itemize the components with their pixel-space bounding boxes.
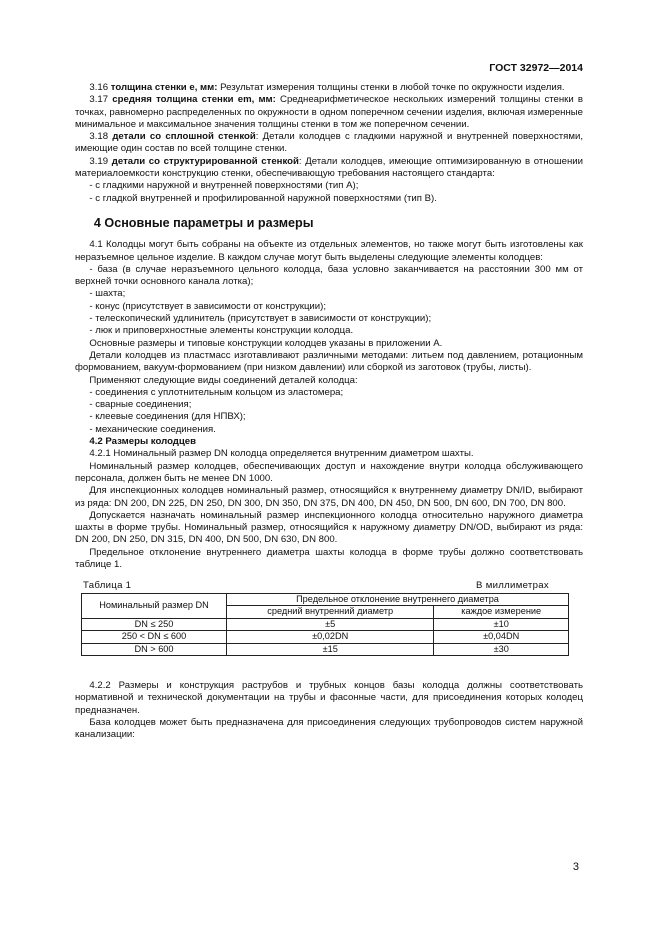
list-item: - с гладкими наружной и внутренней поверхностями (тип А); (89, 180, 359, 192)
paragraph: Для инспекционных колодцев номинальный размер, относящийся к внутреннему диаметру DN/ID, выбирают из ряда: DN 200, DN 225, DN 250, DN 300, DN 350, DN 375, DN 400, DN 450, DN 500, DN 600, DN 700, DN 800. (75, 485, 583, 509)
list-item: - телескопический удлинитель (присутствует в зависимости от конструкции); (89, 313, 432, 325)
table-cell: ±0,04DN (434, 631, 569, 644)
paragraph-4-2-1: 4.2.1 Номинальный размер DN колодца определяется внутренним диаметром шахты. (89, 448, 474, 460)
table-row (82, 618, 569, 631)
list-item: - база (в случае неразъемного цельного колодца, база условно заканчивается на расстоянии 300 мм от верхней точки основного канала лотка); (75, 263, 583, 288)
list-item: - люк и приповерхностные элементы конструкции колодца. (89, 325, 354, 337)
paragraph: Номинальный размер колодцев, обеспечивающих доступ и нахождение внутри колодца обслуживающего персонала, должен быть не менее DN 1000. (75, 460, 583, 484)
paragraph: База колодцев может быть предназначена для присоединения следующих трубопроводов систем наружной канализации: (75, 716, 583, 741)
list-item: - соединения с уплотнительным кольцом из эластомера; (89, 386, 344, 398)
definition-3-18: 3.18 детали со сплошной стенкой: Детали колодцев с гладкими наружной и внутренней поверхностями, имеющие один состав по всей толщине стенки. (75, 131, 583, 155)
document-body (75, 82, 583, 742)
paragraph: Применяют следующие виды соединений деталей колодца: (89, 374, 358, 386)
paragraph: Предельное отклонение внутреннего диаметра шахты колодца в форме трубы должно соответствовать таблице 1. (75, 546, 583, 570)
table-header-each: каждое измерение (434, 606, 569, 619)
section-heading: 4 Основные параметры и размеры (93, 215, 314, 230)
paragraph: Допускается назначать номинальный размер инспекционного колодца относительно наружного диаметра шахты в форме трубы. Номинальный размер, относящийся к наружному диаметру DN/OD, выбирают из ряда: DN 200, DN 250, DN 315, DN 400, DN 500, DN 630, DN 800. (75, 509, 583, 546)
definition-3-19: 3.19 детали со структурированной стенкой: Детали колодцев, имеющие оптимизированную в отношении материалоемкости конструкцию стенки, обеспечивающую требования настоящего стандарта: (75, 155, 584, 180)
table-row (82, 631, 569, 644)
table-cell: ±10 (434, 618, 569, 631)
paragraph-4-2-2: 4.2.2 Размеры и конструкция раструбов и трубных концов базы колодца должны соответствовать нормативной и технической документации на трубы и фасонные части, для присоединения которых колодец предназначен. (75, 680, 583, 716)
table-cell: DN ≤ 250 (82, 618, 227, 631)
paragraph: Основные размеры и типовые конструкции колодцев указаны в приложении А. (89, 337, 443, 349)
definition-3-17: 3.17 средняя толщина стенки em, мм: Среднеарифметическое нескольких измерений толщины стенки в точках, равномерно распределенных по окружности в одном поперечном сечении изделия, включая измеренные минимальное и максимальное значения толщины стенки в том же поперечном сечении. (75, 94, 584, 130)
definition-3-16: 3.16 толщина стенки e, мм: Результат измерения толщины стенки в любой точке по окружности изделия. (89, 82, 565, 93)
table-header-group: Предельное отклонение внутреннего диаметра (227, 593, 569, 606)
tolerance-table (81, 593, 569, 657)
paragraph-4-1: 4.1 Колодцы могут быть собраны на объекте из отдельных элементов, но также могут быть изготовлены как неразъемное цельное изделие. В каждом случае могут быть выделены следующие элементы колодцев: (75, 239, 583, 263)
table-row (82, 643, 569, 656)
table-cell: ±5 (227, 618, 434, 631)
paragraph: Детали колодцев из пластмасс изготавливают различными методами: литьем под давлением, ротационным формованием, вакуум-формованием (при низком давлении) или сборкой из заготовок (трубы, листы). (75, 349, 583, 374)
table-header-mean: средний внутренний диаметр (227, 606, 434, 619)
list-item: - сварные соединения; (89, 399, 192, 411)
table-cell: ±0,02DN (227, 631, 434, 644)
list-item: - механические соединения. (89, 423, 216, 435)
table-cell: ±15 (227, 643, 434, 656)
table-caption (75, 580, 583, 592)
table-cell: DN > 600 (82, 643, 227, 656)
list-item: - с гладкой внутренней и профилированной наружной поверхностями (тип В). (89, 192, 437, 204)
document-code: ГОСТ 32972—2014 (489, 62, 583, 74)
list-item: - конус (присутствует в зависимости от конструкции); (89, 300, 327, 312)
subsection-heading: 4.2 Размеры колодцев (89, 436, 197, 448)
table-cell: 250 < DN ≤ 600 (82, 631, 227, 644)
table-cell: ±30 (434, 643, 569, 656)
list-item: - шахта; (89, 288, 126, 300)
list-item: - клеевые соединения (для НПВХ); (89, 411, 246, 423)
page-number: 3 (572, 861, 579, 873)
table-title: Таблица 1 (83, 580, 132, 592)
table-header-nominal: Номинальный размер DN (82, 593, 227, 618)
table-units: В миллиметрах (476, 580, 549, 592)
